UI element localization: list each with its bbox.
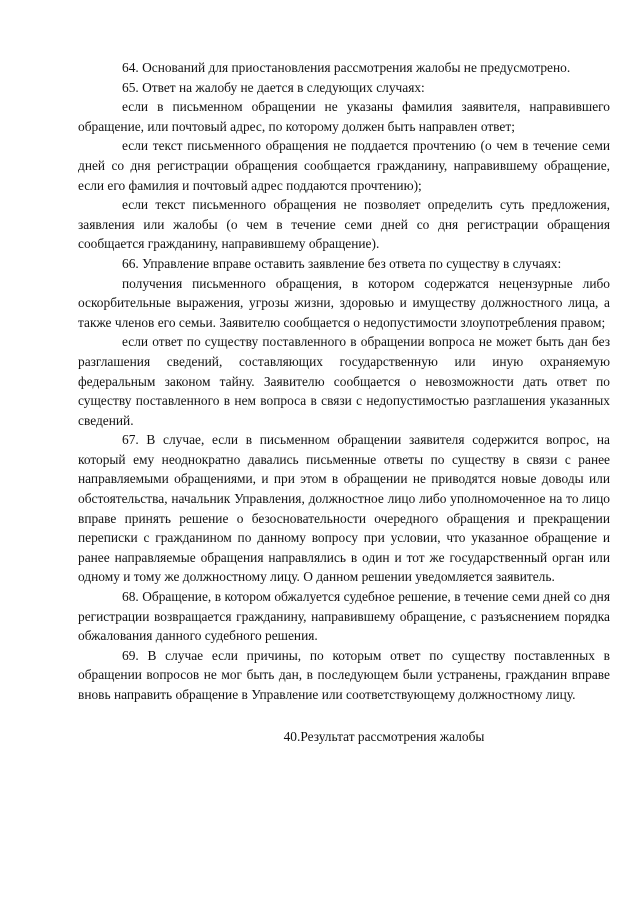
paragraph-66-case-2: если ответ по существу поставленного в обращении вопроса не может быть дан без разглашения сведений, составляющих государственную или иную охраняемую федеральным законом тайну. Заявителю сообщается о невозможности дать ответ по существу поставленного в нем вопроса в связи с недопустимостью разглашения указанных сведений. [78, 334, 610, 428]
document-page [78, 58, 610, 746]
paragraph-69: 69. В случае если причины, по которым ответ по существу поставленных в обращении вопросов не мог быть дан, в последующем были устранены, гражданин вправе вновь направить обращение в Управление или соответствующему должностному лицу. [78, 647, 610, 702]
paragraph-65-case-2: если текст письменного обращения не поддается прочтению (о чем в течение семи дней со дня регистрации обращения сообщается гражданину, направившему обращение, если его фамилия и почтовый адрес поддаются прочтению); [78, 138, 610, 193]
paragraph-65-case-3: если текст письменного обращения не позволяет определить суть предложения, заявления или жалобы (о чем в течение семи дней со дня регистрации обращения сообщается гражданину, направившему обращение). [78, 197, 610, 252]
paragraph-65: 65. Ответ на жалобу не дается в следующих случаях: [122, 79, 425, 95]
paragraph-65-case-1: если в письменном обращении не указаны фамилия заявителя, направившего обращение, или почтовый адрес, по которому должен быть направлен ответ; [78, 99, 610, 134]
section-heading: 40.Результат рассмотрения жалобы [283, 728, 485, 744]
paragraph-66: 66. Управление вправе оставить заявление без ответа по существу в случаях: [122, 255, 562, 271]
paragraph-67: 67. В случае, если в письменном обращении заявителя содержится вопрос, на который ему неоднократно давались письменные ответы по существу в связи с ранее направляемыми обращениями, и при этом в обращении не приводятся новые доводы или обстоятельства, начальник Управления, должностное лицо либо уполномоченное на то лицо вправе принять решение о безосновательности очередного обращения и прекращении переписки с гражданином по данному вопросу при условии, что указанное обращение и ранее направляемые обращения направлялись в один и тот же государственный орган или одному и тому же должностному лицу. О данном решении уведомляется заявитель. [78, 432, 610, 585]
paragraph-66-case-1: получения письменного обращения, в котором содержатся нецензурные либо оскорбительные выражения, угрозы жизни, здоровью и имуществу должностного лица, а также членов его семьи. Заявителю сообщается о недопустимости злоупотребления правом; [78, 275, 610, 330]
paragraph-64: 64. Оснований для приостановления рассмотрения жалобы не предусмотрено. [122, 60, 571, 75]
paragraph-68: 68. Обращение, в котором обжалуется судебное решение, в течение семи дней со дня регистрации возвращается гражданину, направившему обращение, с разъяснением порядка обжалования данного судебного решения. [78, 589, 610, 644]
